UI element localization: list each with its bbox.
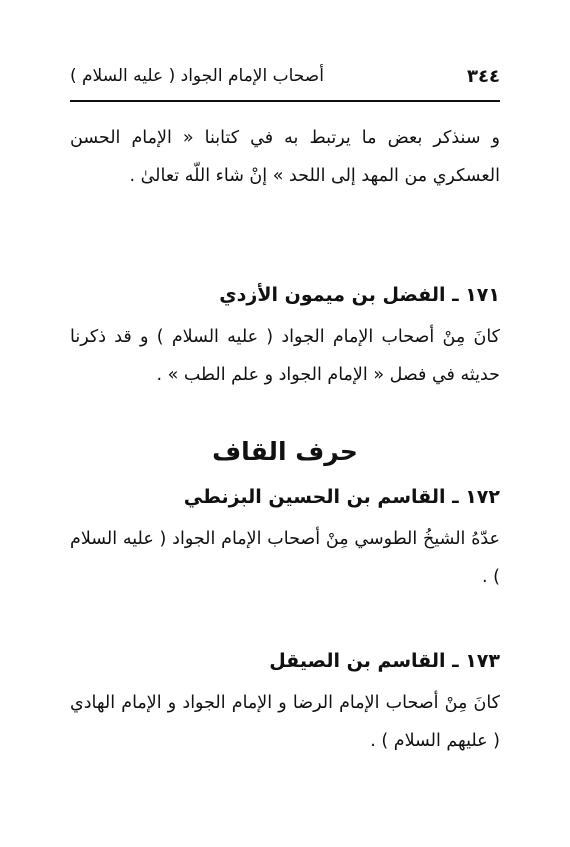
entry-body-171: كانَ مِنْ أصحاب الإمام الجواد ( عليه السلام ) و قد ذكرنا حديثه في فصل « الإمام الجواد و علم الطب » . xyxy=(70,327,500,385)
entry-title-171: ١٧١ ـ الفضل بن ميمون الأزدي xyxy=(219,284,500,306)
running-title: أصحاب الإمام الجواد ( عليه السلام ) xyxy=(70,66,324,86)
header-divider xyxy=(70,100,500,102)
entry-body-173: كانَ مِنْ أصحاب الإمام الرضا و الإمام الجواد و الإمام الهادي ( عليهم السلام ) . xyxy=(70,693,500,751)
entry-title-172: ١٧٢ ـ القاسم بن الحسين البزنطي xyxy=(183,486,500,508)
page-number: ٣٤٤ xyxy=(467,66,500,87)
page-header xyxy=(70,66,500,94)
intro-paragraph: و سنذكر بعض ما يرتبط به في كتابنا « الإمام الحسن العسكري من المهد إلى اللحد » إنْ شاء اللّه تعالىٰ . xyxy=(70,128,500,186)
entry-body-172: عدّهُ الشيخُ الطوسي مِنْ أصحاب الإمام الجواد ( عليه السلام ) . xyxy=(70,529,500,587)
section-heading: حرف القاف xyxy=(212,437,358,466)
entry-title-173: ١٧٣ ـ القاسم بن الصيقل xyxy=(269,650,500,672)
